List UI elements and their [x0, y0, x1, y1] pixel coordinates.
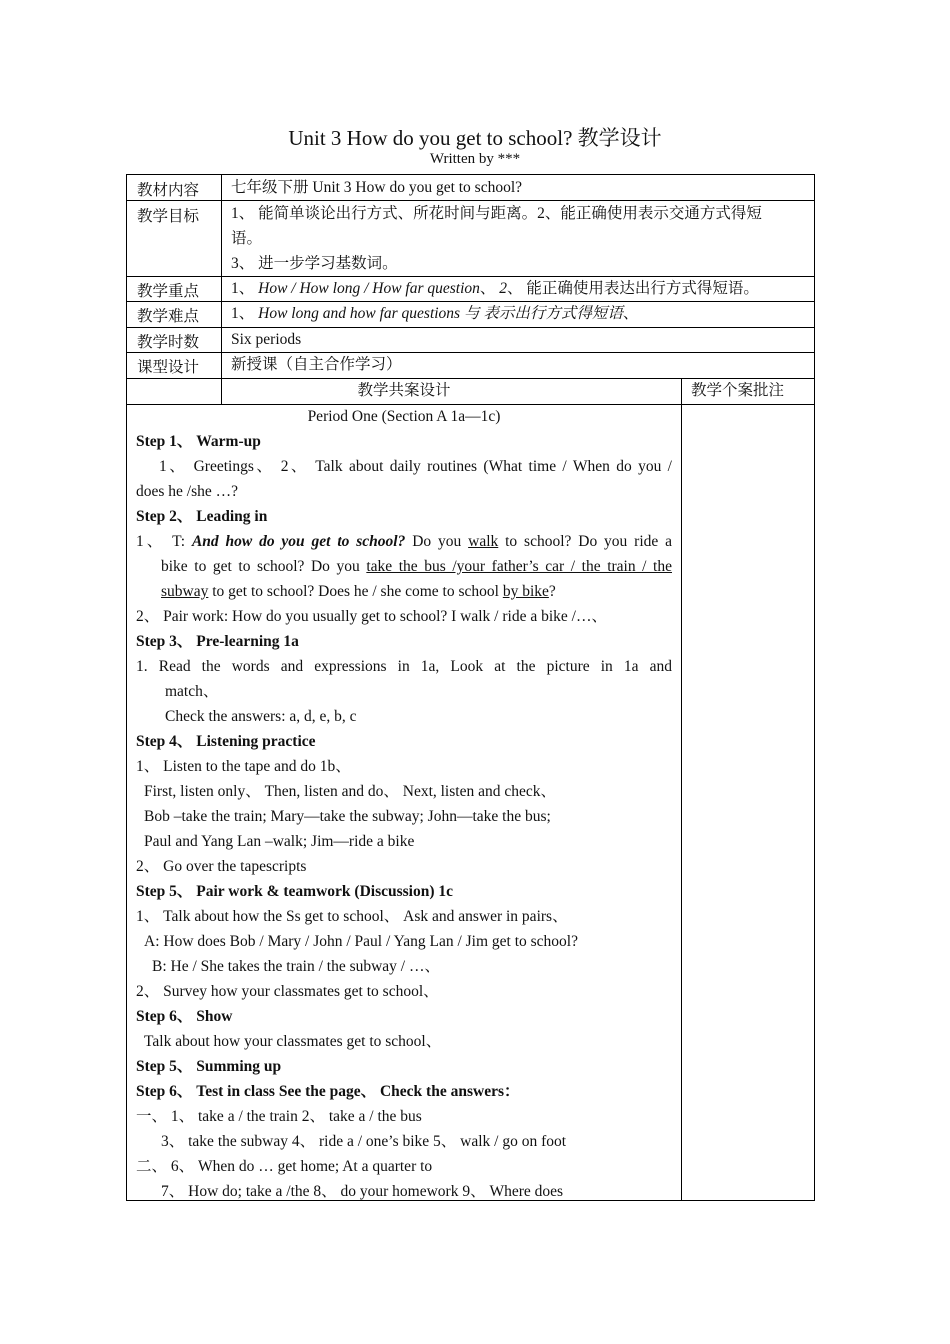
difficulty-number: 1、: [231, 305, 259, 322]
step4-line: 2、 Go over the tapescripts: [136, 858, 307, 875]
difficulty-value: [231, 301, 638, 326]
step5-heading: Step 5、 Pair work & teamwork (Discussion) 1c: [136, 883, 454, 900]
document-title: Unit 3 How do you get to school? 教学设计: [288, 126, 662, 150]
step5-line: B: He / She takes the train / the subway / …、: [152, 958, 440, 975]
step2-underlined: take the bus /your father’s car / the train / the: [366, 558, 672, 575]
step2-question: And how do you get to school?: [191, 533, 406, 550]
step3-line: match、: [165, 683, 219, 700]
step2-text: bike to get to school? Do you: [161, 558, 367, 575]
period-title: Period One (Section A 1a—1c): [307, 408, 501, 425]
step2-underlined: by bike: [502, 583, 549, 600]
content-label: 教材内容: [137, 182, 200, 199]
step4-line: First, listen only、 Then, listen and do、 Next, listen and check、: [144, 783, 556, 800]
step4-line: Paul and Yang Lan –walk; Jim—ride a bike: [144, 833, 415, 850]
key-separator: 、: [479, 280, 500, 297]
step2-heading: Step 2、 Leading in: [136, 508, 268, 525]
step2-underlined: subway: [161, 583, 209, 600]
answer-line: 3、 take the subway 4、 ride a / one’s bike 5、 walk / go on foot: [161, 1133, 567, 1150]
test-heading: Step 6、 Test in class See the page、 Check the answers：: [136, 1083, 520, 1100]
key-number-1: 1、: [231, 280, 259, 297]
step2-number: 1、 T:: [136, 533, 192, 550]
hours-value: Six periods: [231, 331, 302, 348]
step2-text: to get to school? Does he / she come to school: [208, 583, 503, 600]
answer-line: 7、 How do; take a /the 8、 do your homework 9、 Where does: [161, 1183, 564, 1200]
author-line: Written by ***: [429, 151, 521, 167]
step2-text: ?: [548, 583, 556, 600]
step4-heading: Step 4、 Listening practice: [136, 733, 316, 750]
column-divider: [681, 378, 682, 1200]
lesson-plan-table: [126, 174, 815, 1201]
difficulty-text: How long and how far questions 与 表示出行方式得短语: [258, 305, 623, 322]
plan-header: 教学共案设计: [357, 382, 451, 399]
step5-line: A: How does Bob / Mary / John / Paul / Yang Lan / Jim get to school?: [144, 933, 578, 950]
lesson-type-value: 新授课（自主合作学习）: [231, 356, 402, 373]
step1-line: does he /she …?: [136, 483, 239, 500]
step2-text: to school? Do you ride a: [498, 533, 672, 550]
goal-line-1: 1、 能简单谈论出行方式、所花时间与距离。2、能正确使用表示交通方式得短: [231, 205, 762, 222]
step2-line: [161, 579, 556, 604]
key-rest: 、 能正确使用表达出行方式得短语。: [507, 280, 759, 297]
step3-heading: Step 3、 Pre-learning 1a: [136, 633, 299, 650]
step5-line: 2、 Survey how your classmates get to school、: [136, 983, 439, 1000]
step4-line: 1、 Listen to the tape and do 1b、: [136, 758, 351, 775]
difficulty-label: 教学难点: [137, 308, 200, 325]
key-points-value: [231, 276, 759, 301]
key-points-label: 教学重点: [137, 283, 200, 300]
step1-heading: Step 1、 Warm-up: [136, 433, 261, 450]
notes-header: 教学个案批注: [691, 382, 785, 399]
content-value: 七年级下册 Unit 3 How do you get to school?: [231, 179, 523, 196]
step3-line: 1. Read the words and expressions in 1a, Look at the picture in 1a and: [136, 658, 672, 675]
goal-line-3: 3、 进一步学习基数词。: [231, 255, 398, 272]
step6-line: Talk about how your classmates get to school、: [144, 1033, 442, 1050]
hours-label: 教学时数: [137, 334, 200, 351]
key-question-types: How / How long / How far question: [258, 280, 480, 297]
answer-line: 一、 1、 take a / the train 2、 take a / the bus: [136, 1108, 422, 1125]
step2-line: [136, 529, 672, 554]
step2-line: [161, 554, 672, 579]
step2-text: Do you: [405, 533, 469, 550]
step3-line: Check the answers: a, d, e, b, c: [165, 708, 357, 725]
goal-label: 教学目标: [137, 208, 200, 225]
step1-line: 1、 Greetings、 2、 Talk about daily routines (What time / When do you /: [159, 458, 672, 475]
step5-line: 1、 Talk about how the Ss get to school、 Ask and answer in pairs、: [136, 908, 568, 925]
difficulty-tail: 、: [622, 305, 639, 322]
summing-up-heading: Step 5、 Summing up: [136, 1058, 282, 1075]
step2-line: 2、 Pair work: How do you usually get to school? I walk / ride a bike /…、: [136, 608, 607, 625]
answer-line: 二、 6、 When do … get home; At a quarter to: [136, 1158, 433, 1175]
goal-line-2: 语。: [231, 230, 263, 247]
step2-underlined: walk: [468, 533, 499, 550]
key-number-2: 2: [499, 280, 508, 297]
step4-line: Bob –take the train; Mary—take the subway; John—take the bus;: [144, 808, 551, 825]
step6-heading: Step 6、 Show: [136, 1008, 233, 1025]
column-divider: [221, 175, 222, 404]
lesson-type-label: 课型设计: [137, 359, 200, 376]
